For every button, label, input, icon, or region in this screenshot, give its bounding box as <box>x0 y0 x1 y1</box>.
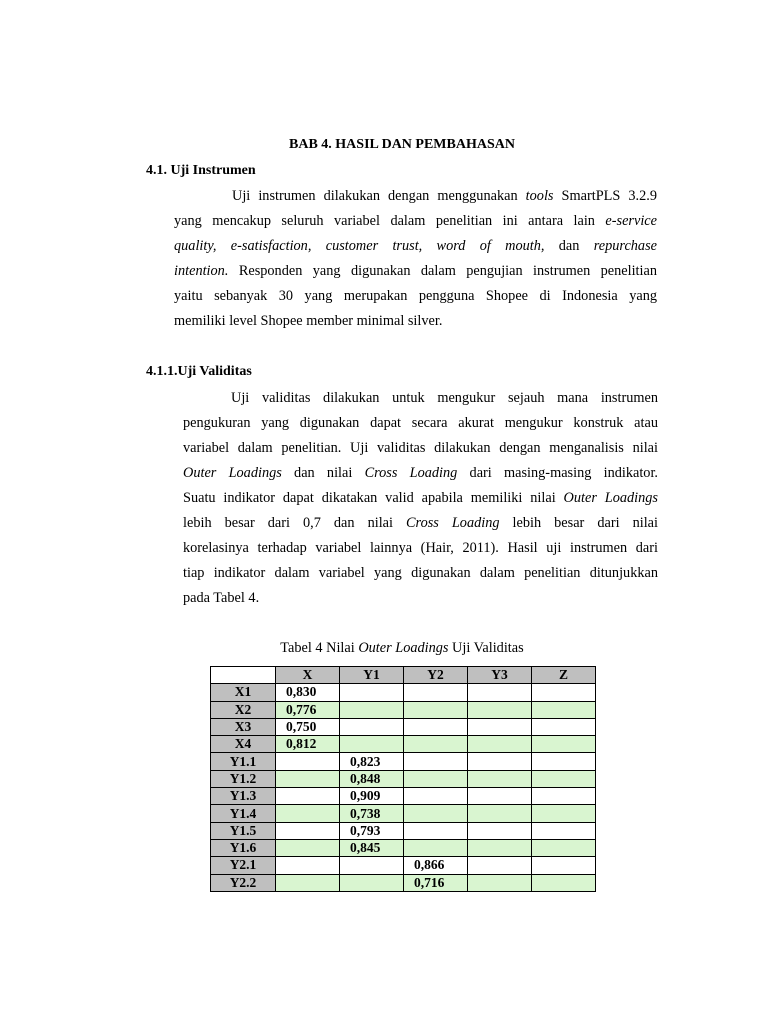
table-cell <box>468 839 532 856</box>
paragraph-line <box>174 184 657 209</box>
table-cell <box>276 857 340 874</box>
outer-loadings-table <box>210 666 596 892</box>
column-header: Y2 <box>404 667 468 684</box>
table-cell: 0,716 <box>404 874 468 891</box>
paragraph-line <box>183 486 658 511</box>
table-cell: 0,848 <box>340 770 404 787</box>
table-row <box>211 770 596 787</box>
text-run: Uji instrumen dilakukan dengan menggunakan <box>232 188 526 204</box>
table-cell <box>532 805 596 822</box>
column-header: Y1 <box>340 667 404 684</box>
table-cell <box>468 701 532 718</box>
table-cell <box>404 770 468 787</box>
row-header: X4 <box>211 736 276 753</box>
text-run: Outer Loadings <box>183 465 282 481</box>
table-row <box>211 874 596 891</box>
text-run: lebih besar dari nilai <box>499 515 658 531</box>
paragraph-uji-instrumen <box>174 184 657 334</box>
text-run: intention. <box>174 263 229 279</box>
table-cell <box>468 788 532 805</box>
section-heading <box>146 163 256 179</box>
table-cell <box>532 857 596 874</box>
table-cell <box>276 822 340 839</box>
table-row <box>211 822 596 839</box>
table-cell <box>404 736 468 753</box>
table-row <box>211 736 596 753</box>
paragraph-line <box>183 561 658 586</box>
text-run: Uji Validitas <box>448 640 524 656</box>
table-cell <box>404 839 468 856</box>
text-run: Outer Loadings <box>358 640 449 656</box>
text-run: SmartPLS 3.2.9 <box>553 188 658 204</box>
column-header: Z <box>532 667 596 684</box>
text-run: Cross Loading <box>364 465 458 481</box>
table-cell: 0,750 <box>276 718 340 735</box>
table-cell <box>468 684 532 701</box>
table-cell: 0,845 <box>340 839 404 856</box>
table-cell <box>340 874 404 891</box>
table-cell <box>276 839 340 856</box>
table-cell: 0,812 <box>276 736 340 753</box>
table-caption <box>0 640 768 657</box>
paragraph-line <box>174 309 657 334</box>
text-run: e-service <box>605 213 657 229</box>
table-cell <box>276 805 340 822</box>
row-header: X2 <box>211 701 276 718</box>
text-run: repurchase <box>593 238 657 254</box>
table-cell <box>532 839 596 856</box>
paragraph-line <box>183 386 658 411</box>
table-cell <box>340 718 404 735</box>
column-header: Y3 <box>468 667 532 684</box>
table-cell: 0,738 <box>340 805 404 822</box>
table-cell <box>468 770 532 787</box>
table-cell <box>404 805 468 822</box>
table-cell <box>404 684 468 701</box>
table-cell <box>404 822 468 839</box>
table-cell <box>276 753 340 770</box>
table-header-row <box>211 667 596 684</box>
paragraph-uji-validitas <box>183 386 658 611</box>
text-run: Responden yang digunakan dalam pengujian instrumen penelitian <box>228 263 657 279</box>
text-run: variabel dalam penelitian. Uji validitas dilakukan dengan menganalisis nilai <box>183 440 658 456</box>
table-row <box>211 857 596 874</box>
paragraph-line <box>174 259 657 284</box>
text-run: tiap indikator dalam variabel yang digunakan dalam penelitian ditunjukkan <box>183 565 658 581</box>
row-header: Y2.2 <box>211 874 276 891</box>
column-header: X <box>276 667 340 684</box>
table-cell <box>404 701 468 718</box>
paragraph-line <box>174 209 657 234</box>
table-cell <box>276 874 340 891</box>
paragraph-line <box>174 234 657 259</box>
table-cell <box>468 805 532 822</box>
row-header: Y1.5 <box>211 822 276 839</box>
table-cell <box>468 822 532 839</box>
table-cell: 0,776 <box>276 701 340 718</box>
table-row <box>211 805 596 822</box>
table-row <box>211 701 596 718</box>
table-cell: 0,866 <box>404 857 468 874</box>
chapter-title: BAB 4. HASIL DAN PEMBAHASAN <box>289 137 515 152</box>
table-cell: 0,793 <box>340 822 404 839</box>
text-run: tools <box>525 188 554 204</box>
paragraph-line <box>183 511 658 536</box>
paragraph-line <box>183 411 658 436</box>
table-cell <box>532 736 596 753</box>
paragraph-line <box>183 461 658 486</box>
table-cell <box>340 684 404 701</box>
row-header: X3 <box>211 718 276 735</box>
table-row <box>211 684 596 701</box>
table-row <box>211 788 596 805</box>
table-cell <box>340 701 404 718</box>
text-run: memiliki level Shopee member minimal silver. <box>174 313 443 329</box>
table-cell <box>404 753 468 770</box>
table-corner-cell <box>211 667 276 684</box>
table-cell <box>532 753 596 770</box>
text-run: yaitu sebanyak 30 yang merupakan pengguna Shopee di Indonesia yang <box>174 288 657 304</box>
text-run: dari masing-masing indikator. <box>457 465 659 481</box>
table-row <box>211 718 596 735</box>
table-cell <box>276 770 340 787</box>
table-cell <box>340 857 404 874</box>
subsection-heading <box>146 364 252 380</box>
row-header: X1 <box>211 684 276 701</box>
text-run: Outer Loadings <box>563 490 658 506</box>
table-cell <box>532 684 596 701</box>
table-cell <box>532 701 596 718</box>
section-title: Uji Instrumen <box>170 163 256 178</box>
table-cell: 0,823 <box>340 753 404 770</box>
subsection-number: 4.1.1. <box>146 364 178 379</box>
row-header: Y1.4 <box>211 805 276 822</box>
table-cell <box>468 857 532 874</box>
paragraph-line <box>183 436 658 461</box>
paragraph-line <box>174 284 657 309</box>
table-row <box>211 753 596 770</box>
table-cell <box>276 788 340 805</box>
text-run: pengukuran yang digunakan dapat secara akurat mengukur konstruk atau <box>183 415 658 431</box>
table-cell <box>468 753 532 770</box>
text-run: quality, e-satisfaction, customer trust, word of mouth, <box>174 238 545 254</box>
table-cell <box>532 822 596 839</box>
text-run: lebih besar dari 0,7 dan nilai <box>183 515 406 531</box>
table-cell: 0,909 <box>340 788 404 805</box>
text-run: pada Tabel 4. <box>183 590 260 606</box>
subsection-title: Uji Validitas <box>177 364 252 379</box>
row-header: Y2.1 <box>211 857 276 874</box>
text-run: dan nilai <box>281 465 365 481</box>
row-header: Y1.6 <box>211 839 276 856</box>
paragraph-line <box>183 536 658 561</box>
table-cell <box>468 736 532 753</box>
table-cell <box>532 788 596 805</box>
text-run: Tabel 4 Nilai <box>280 640 359 656</box>
paragraph-line <box>183 586 658 611</box>
text-run: Suatu indikator dapat dikatakan valid apabila memiliki nilai <box>183 490 564 506</box>
table-cell <box>532 770 596 787</box>
table-row <box>211 839 596 856</box>
text-run: korelasinya terhadap variabel lainnya (Hair, 2011). Hasil uji instrumen dari <box>183 540 658 556</box>
row-header: Y1.3 <box>211 788 276 805</box>
table-cell <box>404 718 468 735</box>
text-run: Cross Loading <box>406 515 500 531</box>
table-cell <box>468 718 532 735</box>
text-run: Uji validitas dilakukan untuk mengukur sejauh mana instrumen <box>231 390 658 406</box>
table-cell <box>532 874 596 891</box>
section-number: 4.1. <box>146 163 167 178</box>
table-cell <box>404 788 468 805</box>
text-run: yang mencakup seluruh variabel dalam penelitian ini antara lain <box>174 213 606 229</box>
row-header: Y1.2 <box>211 770 276 787</box>
table-cell <box>468 874 532 891</box>
table-cell <box>340 736 404 753</box>
table-cell: 0,830 <box>276 684 340 701</box>
text-run: dan <box>544 238 594 254</box>
row-header: Y1.1 <box>211 753 276 770</box>
table-cell <box>532 718 596 735</box>
